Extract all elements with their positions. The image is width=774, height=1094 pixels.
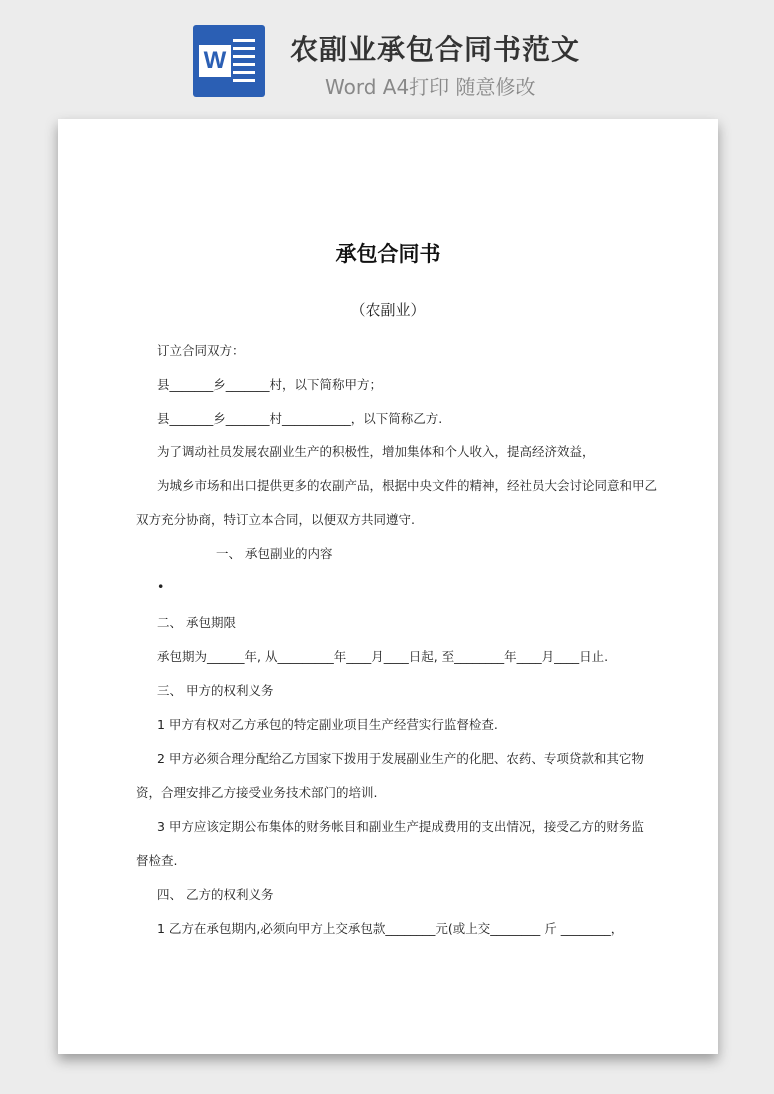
text-line: 县_______乡_______村___________，以下简称乙方. bbox=[157, 411, 443, 426]
document-subtitle: （农副业） bbox=[350, 301, 426, 319]
text-line: 1 甲方有权对乙方承包的特定副业项目生产经营实行监督检查. bbox=[157, 717, 498, 732]
page-title: 农副业承包合同书范文 bbox=[290, 33, 581, 66]
text-line: 2 甲方必须合理分配给乙方国家下拨用于发展副业生产的化肥、农药、专项贷款和其它物 bbox=[157, 751, 644, 766]
text-line: 3 甲方应该定期公布集体的财务帐目和副业生产提成费用的支出情况，接受乙方的财务监 bbox=[157, 819, 644, 834]
text-line: 为了调动社员发展农副业生产的积极性，增加集体和个人收入，提高经济效益， bbox=[157, 444, 595, 459]
section-heading: 一、 承包副业的内容 bbox=[216, 546, 333, 561]
page-header bbox=[0, 0, 774, 118]
document-lines-icon bbox=[233, 39, 255, 87]
section-heading: 二、 承包期限 bbox=[157, 615, 236, 630]
word-icon bbox=[193, 25, 265, 97]
text-line: 订立合同双方： bbox=[157, 343, 245, 358]
document-title: 承包合同书 bbox=[335, 242, 441, 266]
text-line: 承包期为______年, 从_________年____月____日起, 至________年____月____日止. bbox=[157, 649, 609, 664]
bullet-point: • bbox=[157, 579, 165, 594]
text-line: 为城乡市场和出口提供更多的农副产品，根据中央文件的精神，经社员大会讨论同意和甲乙 bbox=[157, 478, 658, 493]
page-subtitle: Word A4打印 随意修改 bbox=[325, 75, 536, 99]
section-heading: 三、 甲方的权利义务 bbox=[157, 683, 274, 698]
text-line: 督检查. bbox=[136, 853, 178, 868]
text-line: 1 乙方在承包期内,必须向甲方上交承包款________元(或上交________ 斤 ________， bbox=[157, 921, 624, 936]
word-letter-icon: W bbox=[199, 45, 231, 77]
text-line: 双方充分协商，特订立本合同，以便双方共同遵守. bbox=[136, 512, 415, 527]
text-line: 县_______乡_______村，以下简称甲方； bbox=[157, 377, 383, 392]
text-line: 资，合理安排乙方接受业务技术部门的培训. bbox=[136, 785, 378, 800]
section-heading: 四、 乙方的权利义务 bbox=[157, 887, 274, 902]
document-page bbox=[58, 119, 718, 1054]
